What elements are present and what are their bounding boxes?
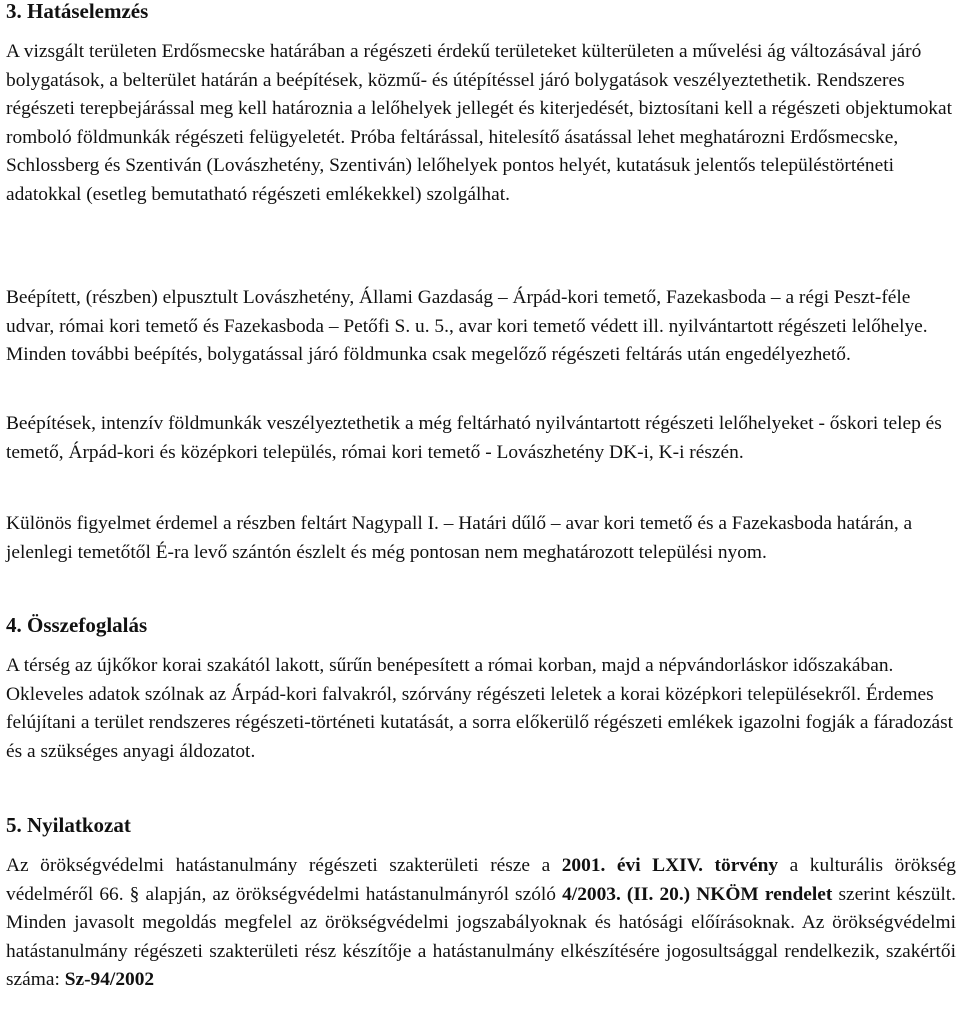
section-4-heading: 4. Összefoglalás bbox=[6, 613, 148, 637]
decree-reference: 4/2003. (II. 20.) NKÖM rendelet bbox=[562, 883, 833, 905]
section-3-paragraph-4: Különös figyelmet érdemel a részben feltárt Nagypall I. – Határi dűlő – avar kori temető és a Fazekasboda határán, a jelenlegi temetőtől É-ra levő szántón észlelt és még pontosan nem meghatározott települési nyom. bbox=[6, 513, 913, 563]
section-5-paragraph-1 bbox=[6, 852, 956, 995]
law-reference: 2001. évi LXIV. törvény bbox=[561, 855, 779, 876]
section-3-paragraph-1: A vizsgált területen Erdősmecske határában a régészeti érdekű területeket külterületen a művelési ág változásával járó bolygatások, a belterület határán a beépítések, közmű- és útépítéssel járó bolygatások veszélyeztethetik. Rendszeres régészeti terepbejárással meg kell határoznia a lelőhelyek jellegét és kiterjedését, biztosítani kell a régészeti objektumokat romboló földmunkák régészeti felügyeletét. Próba feltárással, hitelesítő ásatással lehet meghatározni Erdősmecske, Schlossberg és Szentiván (Lovászhetény, Szentiván) lelőhelyek pontos helyét, kutatásuk jelentős településtörténeti adatokkal (esetleg bemutatható régészeti emlékekkel) szolgálhat. bbox=[6, 41, 952, 205]
section-3-paragraph-3: Beépítések, intenzív földmunkák veszélyeztethetik a még feltárható nyilvántartott régészeti lelőhelyeket - őskori telep és temető, Árpád-kori és középkori település, római kori temető - Lovászhetény DK-i, K-i részén. bbox=[6, 413, 942, 463]
section-5-heading: 5. Nyilatkozat bbox=[6, 813, 131, 837]
statement-text-1: Az örökségvédelmi hatástanulmány régészeti szakterületi része a bbox=[6, 855, 562, 876]
section-4-paragraph-1: A térség az újkőkor korai szakától lakott, sűrűn benépesített a római korban, majd a népvándorláskor időszakában. Okleveles adatok szólnak az Árpád-kori falvakról, szórvány régészeti leletek a korai középkori településekről. Érdemes felújítani a terület rendszeres régészeti-történeti kutatását, a sorra előkerülő régészeti emlékek igazolni fogják a fáradozást és a szükséges anyagi áldozatot. bbox=[6, 655, 953, 762]
statement-text-2: a kulturális örökség védelméről 66. § alapján, az örökségvédelmi hatástanulmányról szóló bbox=[6, 855, 956, 905]
section-3-heading: 3. Hatáselemzés bbox=[6, 0, 149, 23]
statement-text-3: szerint készült. Minden javasolt megoldás megfelel az örökségvédelmi jogszabályoknak és hatósági előírásoknak. Az örökségvédelmi hatástanulmány régészeti szakterületi rész készítője a hatástanulmány elkészítésére jogosultsággal rendelkezik, szakértői száma: bbox=[6, 883, 957, 991]
section-3-paragraph-2: Beépített, (részben) elpusztult Lovászhetény, Állami Gazdaság – Árpád-kori temető, Fazekasboda – a régi Peszt-féle udvar, római kori temető és Fazekasboda – Petőfi S. u. 5., avar kori temető védett ill. nyilvántartott régészeti lelőhelye. Minden további beépítés, bolygatással járó földmunka csak megelőző régészeti feltárás után engedélyezhető. bbox=[6, 287, 928, 366]
expert-number: Sz-94/2002 bbox=[64, 969, 155, 991]
